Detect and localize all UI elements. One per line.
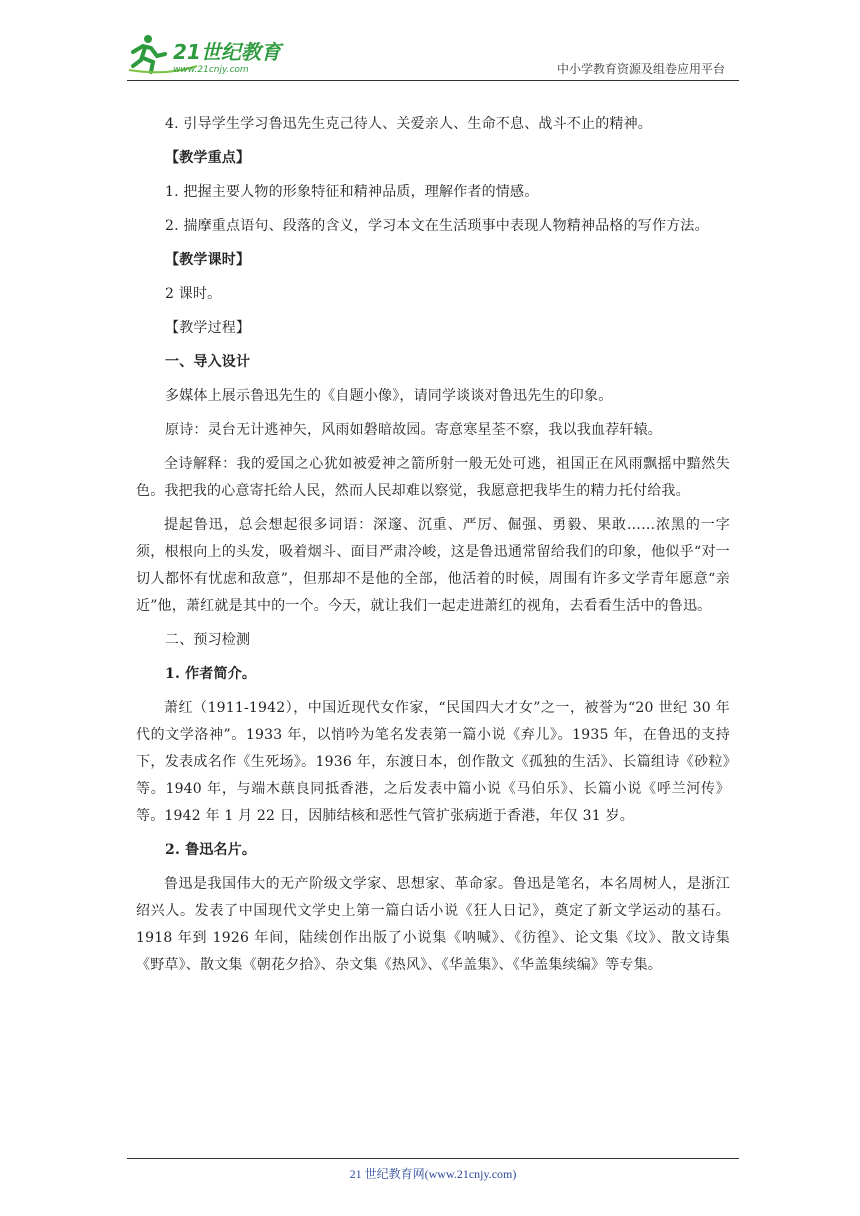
author-intro-text: 萧红（1911-1942），中国近现代女作家，“民国四大才女”之一，被誉为“20 世纪 30 年代的文学洛神”。1933 年，以悄吟为笔名发表第一篇小说《弃儿》。1935 年，在鲁迅的支持下，发表成名作《生死场》。1936 年，东渡日本，创作散文《孤独的生活》、长篇组诗《砂粒》等。1940 年，与端木蕻良同抵香港，之后发表中篇小说《马伯乐》、长篇小说《呼兰河传》等。1942 年 1 月 22 日，因肺结核和恶性气管扩张病逝于香港，年仅 31 岁。	[136, 700, 730, 824]
lead-in-paragraph: 提起鲁迅，总会想起很多词语：深邃、沉重、严厉、倔强、勇毅、果敢……浓黑的一字须，根根向上的头发，吸着烟斗、面目严肃冷峻，这是鲁迅通常留给我们的印象，他似乎“对一切人都怀有忧虑和敌意”，但那却不是他的全部，他活着的时候，周围有许多文学青年愿意“亲近”他，萧红就是其中的一个。今天，就让我们一起走进萧红的视角，去看看生活中的鲁迅。	[136, 517, 730, 614]
author-intro-heading: 1. 作者简介。	[165, 666, 257, 682]
section-intro-title: 一、导入设计	[165, 354, 251, 370]
teaching-focus-heading: 【教学重点】	[165, 150, 251, 166]
teaching-hours: 2 课时。	[165, 286, 222, 302]
site-logo[interactable]	[127, 32, 287, 76]
teaching-hours-heading: 【教学课时】	[165, 252, 251, 268]
teaching-focus-2: 2. 揣摩重点语句、段落的含义，学习本文在生活琐事中表现人物精神品格的写作方法。	[165, 218, 709, 234]
poem-explanation: 全诗解释：我的爱国之心犹如被爱神之箭所射一般无处可逃，祖国正在风雨飘摇中黯然失色。我把我的心意寄托给人民，然而人民却难以察觉，我愿意把我毕生的精力托付给我。	[136, 456, 730, 499]
teaching-goal-4: 4. 引导学生学习鲁迅先生克己待人、关爱亲人、生命不息、战斗不止的精神。	[165, 116, 653, 132]
luxun-card-heading: 2. 鲁迅名片。	[165, 842, 257, 858]
runner-logo-icon	[127, 32, 287, 76]
teaching-focus-1: 1. 把握主要人物的形象特征和精神品质，理解作者的情感。	[165, 184, 539, 200]
poem-text: 原诗：灵台无计逃神矢，风雨如磐暗故园。寄意寒星荃不察，我以我血荐轩辕。	[165, 422, 662, 438]
svg-text:21世纪教育: 21世纪教育	[173, 40, 281, 64]
teaching-process-heading: 【教学过程】	[165, 320, 251, 336]
page-header	[127, 28, 739, 81]
platform-name: 中小学教育资源及组卷应用平台	[556, 62, 725, 76]
lesson-plan-body	[136, 111, 730, 986]
svg-text:www.21cnjy.com: www.21cnjy.com	[173, 65, 249, 75]
page-footer	[127, 1158, 739, 1182]
intro-line: 多媒体上展示鲁迅先生的《自题小像》，请同学谈谈对鲁迅先生的印象。	[165, 388, 613, 404]
luxun-card-text: 鲁迅是我国伟大的无产阶级文学家、思想家、革命家。鲁迅是笔名，本名周树人，是浙江绍兴人。发表了中国现代文学史上第一篇白话小说《狂人日记》，奠定了新文学运动的基石。1918 年到 1926 年间，陆续创作出版了小说集《呐喊》、《彷徨》、论文集《坟》、散文诗集《野草》、散文集《朝花夕拾》、杂文集《热风》、《华盖集》、《华盖集续编》等专集。	[136, 876, 730, 973]
footer-link[interactable]: 21 世纪教育网(www.21cnjy.com)	[349, 1167, 517, 1181]
section-preview-title: 二、预习检测	[165, 632, 251, 648]
